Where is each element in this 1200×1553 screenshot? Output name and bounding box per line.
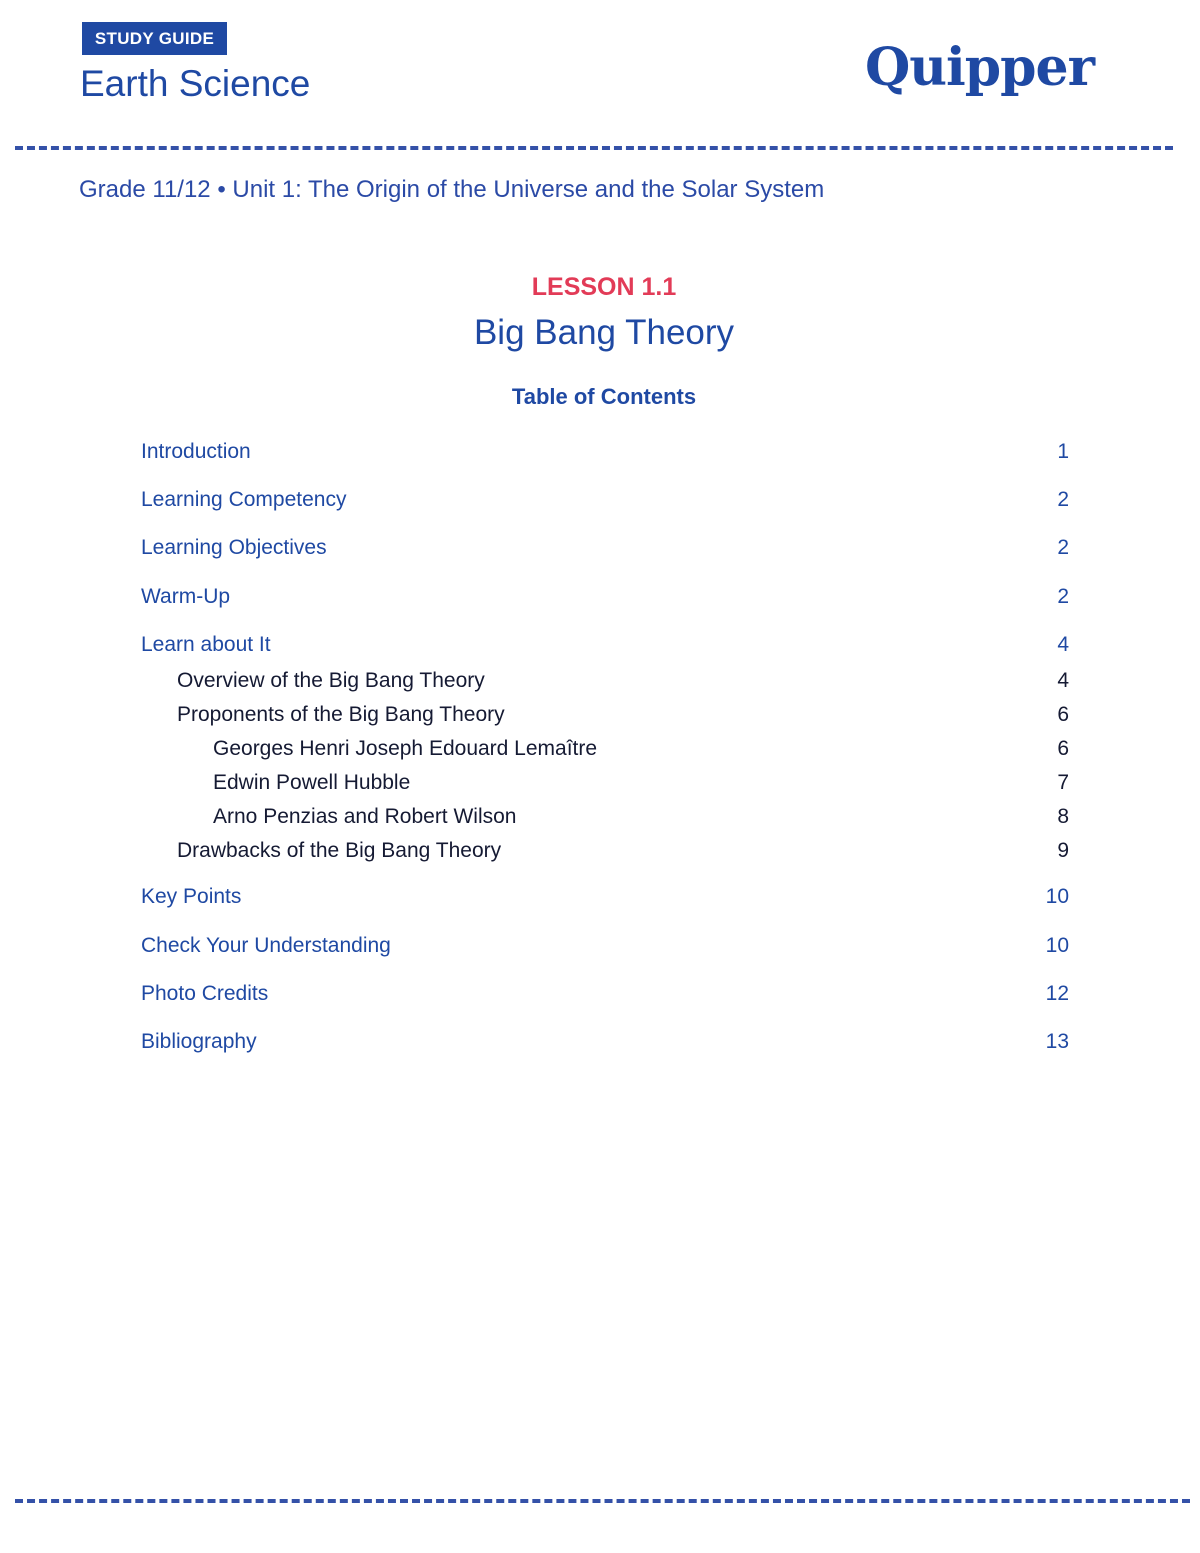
toc-item-label: Check Your Understanding: [141, 934, 391, 957]
toc-item-page: 7: [1057, 771, 1069, 794]
bottom-dashed-divider: [15, 1499, 1190, 1503]
toc-item-label: Learning Objectives: [141, 536, 327, 559]
toc-item-label: Bibliography: [141, 1030, 257, 1053]
unit-line: Grade 11/12 • Unit 1: The Origin of the Universe and the Solar System: [79, 176, 825, 203]
toc-item-learning-objectives[interactable]: [141, 533, 1069, 563]
toc-item-label: Arno Penzias and Robert Wilson: [213, 805, 517, 828]
toc-item-drawbacks[interactable]: [141, 836, 1069, 866]
toc-item-label: Learning Competency: [141, 488, 347, 511]
lesson-label: LESSON 1.1: [531, 273, 677, 301]
toc-item-check-understanding[interactable]: [141, 931, 1069, 961]
subject-title: Earth Science: [80, 63, 311, 104]
toc-item-page: 8: [1057, 805, 1069, 828]
toc-item-label: Georges Henri Joseph Edouard Lemaître: [213, 737, 598, 760]
toc-item-page: 10: [1045, 934, 1069, 957]
toc-item-learning-competency[interactable]: [141, 485, 1069, 515]
toc-item-overview[interactable]: [141, 666, 1069, 696]
toc-item-key-points[interactable]: [141, 882, 1069, 912]
toc-item-page: 6: [1057, 737, 1069, 760]
toc-item-label: Key Points: [141, 885, 242, 908]
toc-item-hubble[interactable]: [141, 768, 1069, 798]
toc-item-label: Learn about It: [141, 633, 271, 656]
quipper-logo: Quipper: [864, 37, 1094, 98]
toc-item-photo-credits[interactable]: [141, 979, 1069, 1009]
toc-item-label: Proponents of the Big Bang Theory: [177, 703, 505, 726]
toc-item-warm-up[interactable]: [141, 582, 1069, 612]
toc-item-page: 4: [1057, 669, 1069, 692]
lesson-title: Big Bang Theory: [473, 313, 735, 352]
toc-item-lemaitre[interactable]: [141, 734, 1069, 764]
toc-item-page: 2: [1057, 536, 1069, 559]
toc-item-penzias-wilson[interactable]: [141, 802, 1069, 832]
top-dashed-divider: [15, 146, 1173, 150]
toc-item-page: 4: [1057, 633, 1069, 656]
toc-item-proponents[interactable]: [141, 700, 1069, 730]
toc-item-page: 12: [1045, 982, 1069, 1005]
toc-item-page: 13: [1045, 1030, 1069, 1053]
toc-item-page: 2: [1057, 488, 1069, 511]
toc-item-page: 6: [1057, 703, 1069, 726]
toc-item-bibliography[interactable]: [141, 1027, 1069, 1057]
toc-heading: Table of Contents: [511, 384, 697, 409]
toc-item-label: Overview of the Big Bang Theory: [177, 669, 485, 692]
toc-item-page: 10: [1045, 885, 1069, 908]
toc-item-introduction[interactable]: [141, 437, 1069, 467]
toc-item-label: Drawbacks of the Big Bang Theory: [177, 839, 502, 862]
toc-item-label: Photo Credits: [141, 982, 269, 1005]
toc-item-learn-about-it[interactable]: [141, 630, 1069, 660]
toc-item-label: Warm-Up: [141, 585, 231, 608]
study-guide-badge: STUDY GUIDE: [82, 22, 227, 55]
toc-item-page: 1: [1057, 440, 1069, 463]
toc-item-label: Edwin Powell Hubble: [213, 771, 411, 794]
toc-item-label: Introduction: [141, 440, 251, 463]
toc-item-page: 2: [1057, 585, 1069, 608]
toc-item-page: 9: [1057, 839, 1069, 862]
